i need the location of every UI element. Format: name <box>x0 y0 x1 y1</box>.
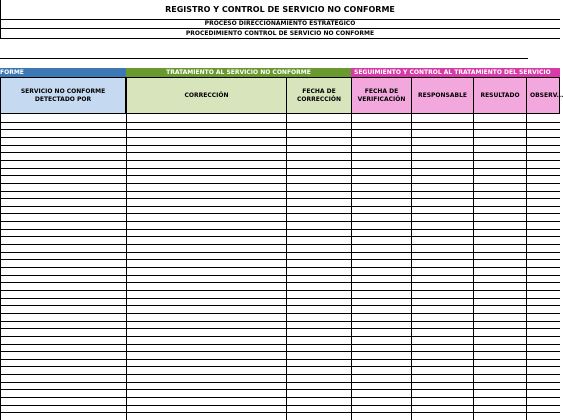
grid-row-line <box>0 313 560 314</box>
grid-row-line <box>0 366 560 367</box>
grid-row-line <box>0 129 560 130</box>
grid-row-line <box>0 183 560 184</box>
grid-row-line <box>0 252 560 253</box>
grid-row-line <box>0 412 560 413</box>
grid-row-line <box>0 236 560 237</box>
grid-row-line <box>0 145 560 146</box>
grid-row-line <box>0 267 560 268</box>
column-header-result[interactable] <box>473 77 527 114</box>
grid-row-line <box>0 290 560 291</box>
grid-row-line <box>0 298 560 299</box>
section-band-identification: FORME <box>0 68 126 77</box>
grid-row-line <box>0 389 560 390</box>
grid-row-line <box>0 397 560 398</box>
grid-row-line <box>0 328 560 329</box>
grid-row-line <box>0 191 560 192</box>
section-band-treatment: TRATAMIENTO AL SERVICIO NO CONFORME <box>126 68 351 77</box>
grid-row-line <box>0 282 560 283</box>
grid-row-line <box>0 374 560 375</box>
grid-row-line <box>0 275 560 276</box>
column-header-label: SERVICIO NO CONFORME DETECTADO POR <box>20 87 106 103</box>
process-subtitle: PROCESO DIRECCIONAMIENTO ESTRATEGICO <box>0 19 560 29</box>
column-header-correction-date[interactable] <box>286 77 352 114</box>
column-header-responsible[interactable] <box>411 77 474 114</box>
grid-row-line <box>0 229 560 230</box>
grid-row-line <box>0 305 560 306</box>
column-header-label: CORRECCIÓN <box>184 91 229 99</box>
grid-row-line <box>0 160 560 161</box>
column-header-detected-by[interactable] <box>0 77 126 114</box>
grid-row-line <box>0 206 560 207</box>
grid-row-line <box>0 405 560 406</box>
grid-row-line <box>0 198 560 199</box>
column-header-label: FECHA DE CORRECCIÓN <box>296 87 341 103</box>
column-header-label: RESULTADO <box>480 91 520 99</box>
grid-row-line <box>0 152 560 153</box>
grid-row-line <box>0 137 560 138</box>
procedure-subtitle: PROCEDIMIENTO CONTROL DE SERVICIO NO CONFORME <box>0 29 560 39</box>
column-header-label: RESPONSABLE <box>417 91 468 99</box>
grid-row-line <box>0 359 560 360</box>
grid-row-line <box>0 175 560 176</box>
grid-row-line <box>0 344 560 345</box>
grid-row-line <box>0 244 560 245</box>
grid-row-line <box>0 213 560 214</box>
grid-row-line <box>0 259 560 260</box>
grid-row-line <box>0 122 560 123</box>
column-header-correction[interactable] <box>126 77 287 114</box>
grid-row-line <box>0 321 560 322</box>
grid-row-line <box>0 221 560 222</box>
data-grid[interactable] <box>0 114 560 420</box>
page-title: REGISTRO Y CONTROL DE SERVICIO NO CONFORME <box>0 0 560 20</box>
column-header-observations[interactable] <box>526 77 563 114</box>
column-header-label: OBSERV... <box>530 91 563 99</box>
column-header-label: FECHA DE VERIFICACIÓN <box>357 87 406 103</box>
separator-line <box>0 58 528 59</box>
grid-row-line <box>0 382 560 383</box>
section-band-followup: SEGUIMIENTO Y CONTROL AL TRATAMIENTO DEL SERVICIO <box>351 68 560 77</box>
grid-row-line <box>0 168 560 169</box>
document-header <box>0 0 560 39</box>
grid-row-line <box>0 351 560 352</box>
grid-row-line <box>0 336 560 337</box>
column-header-verification-date[interactable] <box>351 77 412 114</box>
